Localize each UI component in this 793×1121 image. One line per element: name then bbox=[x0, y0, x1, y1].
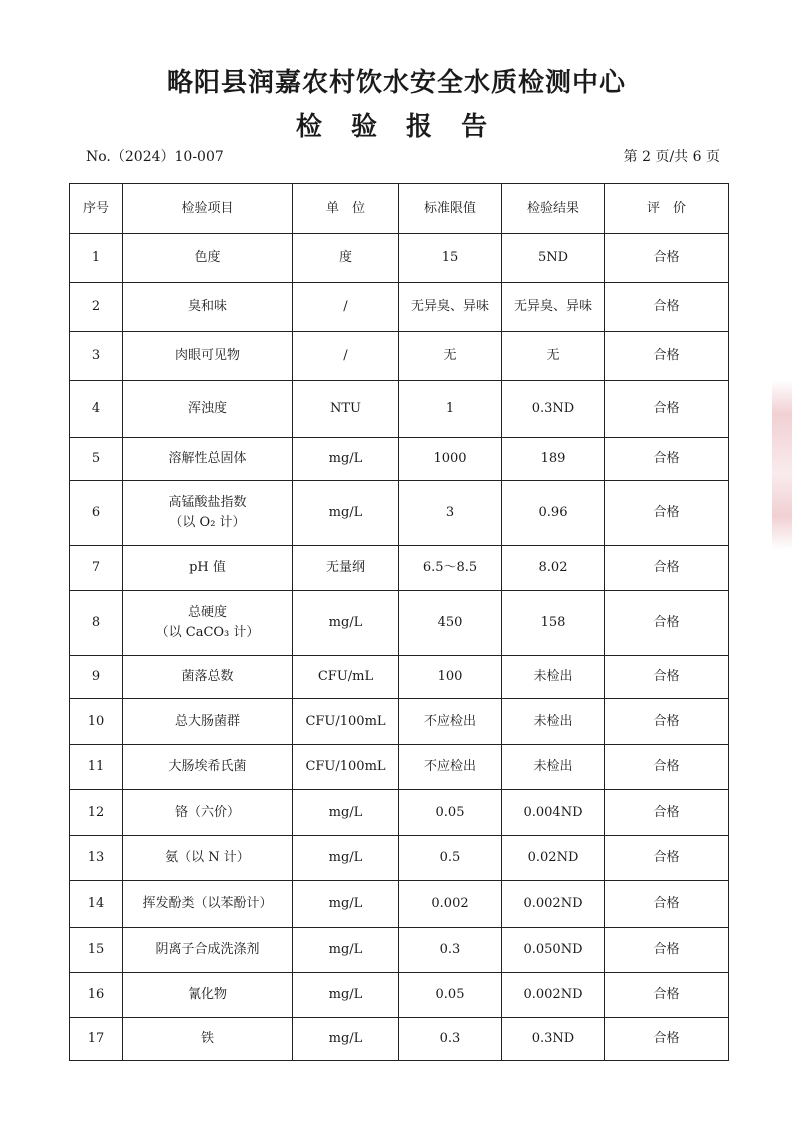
row-number-cell: 15 bbox=[70, 928, 123, 973]
row-number-cell: 8 bbox=[70, 591, 123, 656]
table-row bbox=[70, 790, 729, 836]
unit-cell: mg/L bbox=[293, 790, 399, 836]
test-item-cell bbox=[123, 332, 293, 381]
test-item-name: 总大肠菌群 bbox=[174, 713, 240, 729]
standard-limit-cell: 6.5～8.5 bbox=[399, 546, 502, 591]
test-result-cell: 无 bbox=[502, 332, 605, 381]
evaluation-cell: 合格 bbox=[605, 836, 729, 881]
test-item-cell bbox=[123, 546, 293, 591]
standard-limit-cell: 3 bbox=[399, 481, 502, 546]
table-row bbox=[70, 836, 729, 881]
unit-cell: CFU/100mL bbox=[293, 745, 399, 790]
test-item-basis: （以 O₂ 计） bbox=[169, 515, 246, 530]
test-item-name: 高锰酸盐指数 bbox=[168, 495, 247, 510]
test-item-cell bbox=[123, 928, 293, 973]
unit-cell: mg/L bbox=[293, 481, 399, 546]
test-item-cell bbox=[123, 234, 293, 283]
standard-limit-cell: 不应检出 bbox=[399, 745, 502, 790]
report-number: No.（2024）10-007 bbox=[86, 149, 224, 165]
unit-cell: CFU/100mL bbox=[293, 699, 399, 745]
test-item-name: 阴离子合成洗涤剂 bbox=[155, 942, 260, 957]
row-number-cell: 12 bbox=[70, 790, 123, 836]
evaluation-cell: 合格 bbox=[605, 881, 729, 928]
test-result-cell: 5ND bbox=[502, 234, 605, 283]
column-header-evaluation: 评 价 bbox=[605, 184, 729, 234]
test-item-cell bbox=[123, 481, 293, 546]
standard-limit-cell: 1000 bbox=[399, 438, 502, 481]
test-item-cell bbox=[123, 881, 293, 928]
evaluation-cell: 合格 bbox=[605, 546, 729, 591]
row-number-cell: 3 bbox=[70, 332, 123, 381]
unit-cell: mg/L bbox=[293, 973, 399, 1018]
unit-cell: NTU bbox=[293, 381, 399, 438]
test-item-cell bbox=[123, 1018, 293, 1061]
unit-cell: mg/L bbox=[293, 836, 399, 881]
document-title: 检 验 报 告 bbox=[295, 112, 498, 142]
row-number-cell: 9 bbox=[70, 656, 123, 699]
evaluation-cell: 合格 bbox=[605, 656, 729, 699]
page-indicator: 第 2 页/共 6 页 bbox=[623, 149, 720, 165]
test-result-cell: 0.002ND bbox=[502, 973, 605, 1018]
standard-limit-cell: 0.05 bbox=[399, 790, 502, 836]
test-item-name: 总硬度 bbox=[187, 605, 227, 620]
table-row bbox=[70, 481, 729, 546]
row-number-cell: 16 bbox=[70, 973, 123, 1018]
test-item-basis: （以 CaCO₃ 计） bbox=[155, 625, 260, 640]
row-number-cell: 11 bbox=[70, 745, 123, 790]
column-header-item: 检验项目 bbox=[123, 184, 293, 234]
standard-limit-cell: 1 bbox=[399, 381, 502, 438]
row-number-cell: 14 bbox=[70, 881, 123, 928]
test-item-cell bbox=[123, 790, 293, 836]
table-body bbox=[70, 234, 729, 1061]
table-row bbox=[70, 699, 729, 745]
test-result-cell: 0.3ND bbox=[502, 1018, 605, 1061]
unit-cell: mg/L bbox=[293, 1018, 399, 1061]
standard-limit-cell: 15 bbox=[399, 234, 502, 283]
standard-limit-cell: 0.002 bbox=[399, 881, 502, 928]
evaluation-cell: 合格 bbox=[605, 790, 729, 836]
evaluation-cell: 合格 bbox=[605, 699, 729, 745]
test-result-cell: 158 bbox=[502, 591, 605, 656]
test-item-cell bbox=[123, 973, 293, 1018]
column-header-limit: 标准限值 bbox=[399, 184, 502, 234]
evaluation-cell: 合格 bbox=[605, 928, 729, 973]
test-result-cell: 189 bbox=[502, 438, 605, 481]
unit-cell: mg/L bbox=[293, 591, 399, 656]
evaluation-cell: 合格 bbox=[605, 1018, 729, 1061]
standard-limit-cell: 无异臭、异味 bbox=[399, 283, 502, 332]
test-result-cell: 0.3ND bbox=[502, 381, 605, 438]
test-result-cell: 无异臭、异味 bbox=[502, 283, 605, 332]
test-result-cell: 0.02ND bbox=[502, 836, 605, 881]
evaluation-cell: 合格 bbox=[605, 438, 729, 481]
test-item-name: 溶解性总固体 bbox=[168, 451, 247, 466]
test-item-name: 臭和味 bbox=[187, 299, 227, 314]
standard-limit-cell: 100 bbox=[399, 656, 502, 699]
test-item-name: 大肠埃希氏菌 bbox=[168, 759, 247, 774]
table-row bbox=[70, 745, 729, 790]
test-item-cell bbox=[123, 699, 293, 745]
evaluation-cell: 合格 bbox=[605, 481, 729, 546]
test-item-name: 肉眼可见物 bbox=[174, 348, 240, 363]
evaluation-cell: 合格 bbox=[605, 283, 729, 332]
column-header-result: 检验结果 bbox=[502, 184, 605, 234]
test-result-cell: 0.050ND bbox=[502, 928, 605, 973]
test-item-name: 铬（六价） bbox=[174, 804, 240, 820]
test-item-cell bbox=[123, 283, 293, 332]
table-row bbox=[70, 1018, 729, 1061]
test-result-cell: 8.02 bbox=[502, 546, 605, 591]
test-result-cell: 未检出 bbox=[502, 656, 605, 699]
row-number-cell: 10 bbox=[70, 699, 123, 745]
evaluation-cell: 合格 bbox=[605, 973, 729, 1018]
test-item-name: 菌落总数 bbox=[181, 669, 234, 684]
evaluation-cell: 合格 bbox=[605, 745, 729, 790]
row-number-cell: 1 bbox=[70, 234, 123, 283]
unit-cell: 度 bbox=[293, 234, 399, 283]
unit-cell: / bbox=[293, 283, 399, 332]
test-item-name: 色度 bbox=[194, 250, 221, 265]
test-item-name: 氨（以 N 计） bbox=[165, 850, 250, 865]
row-number-cell: 17 bbox=[70, 1018, 123, 1061]
test-item-name: 氰化物 bbox=[187, 987, 227, 1002]
table-row bbox=[70, 234, 729, 283]
evaluation-cell: 合格 bbox=[605, 332, 729, 381]
column-header-no: 序号 bbox=[70, 184, 123, 234]
test-item-name: 挥发酚类（以苯酚计） bbox=[142, 896, 273, 911]
test-item-cell bbox=[123, 591, 293, 656]
standard-limit-cell: 0.05 bbox=[399, 973, 502, 1018]
test-item-name: pH 值 bbox=[189, 560, 226, 575]
table-row bbox=[70, 973, 729, 1018]
test-item-cell bbox=[123, 656, 293, 699]
evaluation-cell: 合格 bbox=[605, 381, 729, 438]
table-row bbox=[70, 381, 729, 438]
table-row bbox=[70, 881, 729, 928]
test-result-cell: 0.004ND bbox=[502, 790, 605, 836]
unit-cell: mg/L bbox=[293, 438, 399, 481]
test-result-cell: 未检出 bbox=[502, 745, 605, 790]
test-result-cell: 0.96 bbox=[502, 481, 605, 546]
row-number-cell: 6 bbox=[70, 481, 123, 546]
row-number-cell: 2 bbox=[70, 283, 123, 332]
row-number-cell: 13 bbox=[70, 836, 123, 881]
organization-title: 略阳县润嘉农村饮水安全水质检测中心 bbox=[166, 68, 626, 98]
test-result-cell: 0.002ND bbox=[502, 881, 605, 928]
unit-cell: mg/L bbox=[293, 928, 399, 973]
inspection-results-table bbox=[69, 183, 729, 1061]
test-item-cell bbox=[123, 381, 293, 438]
row-number-cell: 4 bbox=[70, 381, 123, 438]
test-item-name: 浑浊度 bbox=[187, 401, 227, 416]
test-item-cell bbox=[123, 836, 293, 881]
unit-cell: 无量纲 bbox=[293, 546, 399, 591]
test-item-name: 铁 bbox=[200, 1031, 214, 1046]
unit-cell: CFU/mL bbox=[293, 656, 399, 699]
table-row bbox=[70, 928, 729, 973]
standard-limit-cell: 无 bbox=[399, 332, 502, 381]
seal-stamp-edge bbox=[772, 380, 792, 550]
evaluation-cell: 合格 bbox=[605, 591, 729, 656]
table-row bbox=[70, 283, 729, 332]
standard-limit-cell: 450 bbox=[399, 591, 502, 656]
table-row bbox=[70, 332, 729, 381]
standard-limit-cell: 0.3 bbox=[399, 928, 502, 973]
standard-limit-cell: 不应检出 bbox=[399, 699, 502, 745]
row-number-cell: 5 bbox=[70, 438, 123, 481]
table-row bbox=[70, 438, 729, 481]
standard-limit-cell: 0.3 bbox=[399, 1018, 502, 1061]
test-item-cell bbox=[123, 438, 293, 481]
standard-limit-cell: 0.5 bbox=[399, 836, 502, 881]
row-number-cell: 7 bbox=[70, 546, 123, 591]
table-row bbox=[70, 591, 729, 656]
test-item-cell bbox=[123, 745, 293, 790]
unit-cell: mg/L bbox=[293, 881, 399, 928]
table-header-row bbox=[70, 184, 729, 234]
table-row bbox=[70, 656, 729, 699]
unit-cell: / bbox=[293, 332, 399, 381]
test-result-cell: 未检出 bbox=[502, 699, 605, 745]
table-row bbox=[70, 546, 729, 591]
column-header-unit: 单 位 bbox=[293, 184, 399, 234]
evaluation-cell: 合格 bbox=[605, 234, 729, 283]
